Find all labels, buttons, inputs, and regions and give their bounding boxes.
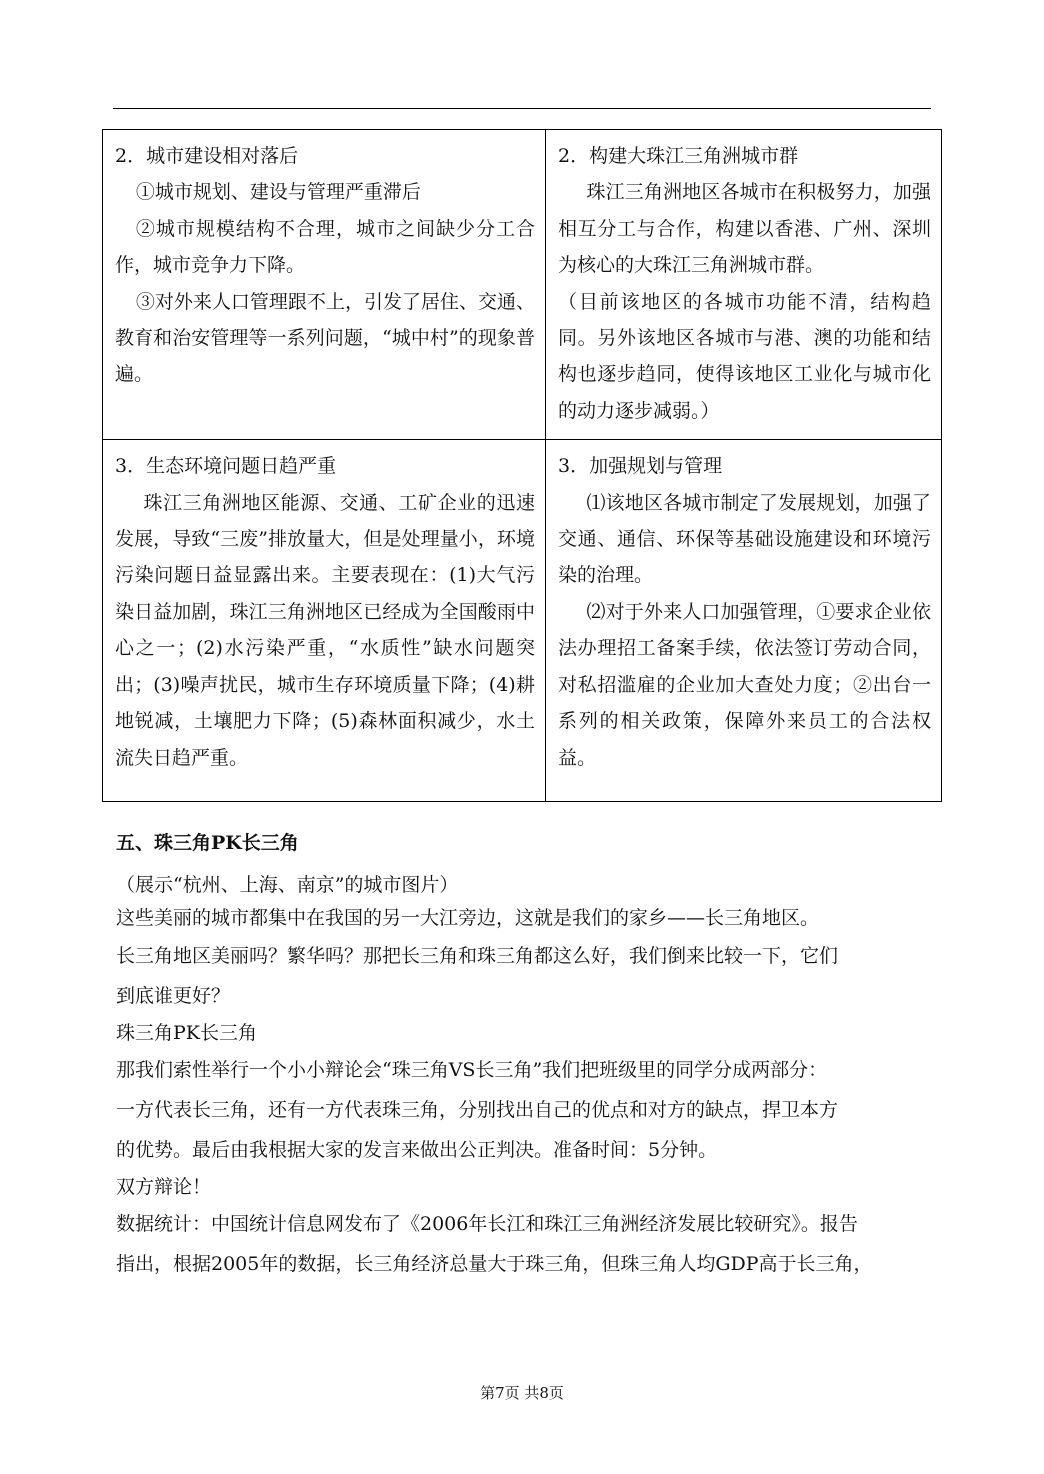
- table-row: [103, 440, 942, 802]
- table-cell-right: [546, 440, 942, 802]
- section-title: 五、珠三角PK长三角: [116, 832, 299, 854]
- body-line: 那我们索性举行一个小小辩论会“珠三角VS长三角”我们把班级里的同学分成两部分：: [116, 1059, 828, 1081]
- body-line: （展示“杭州、上海、南京”的城市图片）: [116, 874, 459, 896]
- cell-title: 2．构建大珠江三角洲城市群: [558, 145, 799, 167]
- body-line: 长三角地区美丽吗？繁华吗？那把长三角和珠三角都这么好，我们倒来比较一下，它们: [116, 945, 839, 967]
- body-line: 双方辩论！: [116, 1176, 212, 1198]
- body-line: 到底谁更好？: [116, 985, 231, 1007]
- header-rule: [113, 108, 931, 109]
- body-line: 的优势。最后由我根据大家的发言来做出公正判决。准备时间：5分钟。: [116, 1139, 718, 1161]
- body-line: 一方代表长三角，还有一方代表珠三角，分别找出自己的优点和对方的缺点，捍卫本方: [116, 1099, 839, 1121]
- body-line: 数据统计：中国统计信息网发布了《2006年长江和珠江三角洲经济发展比较研究》。报告: [116, 1213, 858, 1235]
- cell-paragraph: 珠江三角洲地区能源、交通、工矿企业的迅速发展，导致“三废”排放量大，但是处理量小，环境污染问题日益显露出来。主要表现在：(1)大气污染日益加剧，珠江三角洲地区已经成为全国酸雨中心之一；(2)水污染严重，“水质性”缺水问题突出；(3)噪声扰民，城市生存环境质量下降；(4)耕地锐减，土壤肥力下降；(5)森林面积减少，水土流失日趋严重。: [115, 491, 535, 769]
- body-line: 珠三角PK长三角: [116, 1022, 257, 1044]
- cell-paragraph: ②城市规模结构不合理，城市之间缺少分工合作，城市竞争力下降。: [115, 217, 535, 277]
- cell-paragraph: ⑵对于外来人口加强管理，①要求企业依法办理招工备案手续，依法签订劳动合同，对私招滥雇的企业加大查处力度；②出台一系列的相关政策，保障外来员工的合法权益。: [558, 600, 931, 769]
- section-body: [116, 828, 936, 1284]
- cell-paragraph: ①城市规划、建设与管理严重滞后: [135, 181, 421, 204]
- comparison-table: [102, 129, 942, 802]
- cell-paragraph: ③对外来人口管理跟不上，引发了居住、交通、教育和治安管理等一系列问题，“城中村”的现象普遍。: [115, 290, 535, 386]
- page-footer: 第7页 共8页: [480, 1384, 564, 1402]
- cell-paragraph: （目前该地区的各城市功能不清，结构趋同。另外该地区各城市与港、澳的功能和结构也逐步趋同，使得该地区工业化与城市化的动力逐步减弱。）: [558, 290, 931, 422]
- table-cell-right: [546, 130, 942, 440]
- table-cell-left: [103, 130, 546, 440]
- table-cell-left: [103, 440, 546, 802]
- cell-paragraph: ⑴该地区各城市制定了发展规划，加强了交通、通信、环保等基础设施建设和环境污染的治理。: [558, 491, 931, 587]
- cell-title: 3．加强规划与管理: [558, 455, 723, 478]
- cell-title: 3．生态环境问题日趋严重: [115, 455, 337, 478]
- cell-paragraph: 珠江三角洲地区各城市在积极努力，加强相互分工与合作，构建以香港、广州、深圳为核心的大珠江三角洲城市群。: [558, 181, 931, 277]
- body-line: 指出，根据2005年的数据，长三角经济总量大于珠三角，但珠三角人均GDP高于长三角，: [116, 1253, 873, 1275]
- cell-title: 2．城市建设相对落后: [115, 145, 299, 167]
- table-row: [103, 130, 942, 440]
- body-line: 这些美丽的城市都集中在我国的另一大江旁边，这就是我们的家乡——长三角地区。: [116, 907, 820, 929]
